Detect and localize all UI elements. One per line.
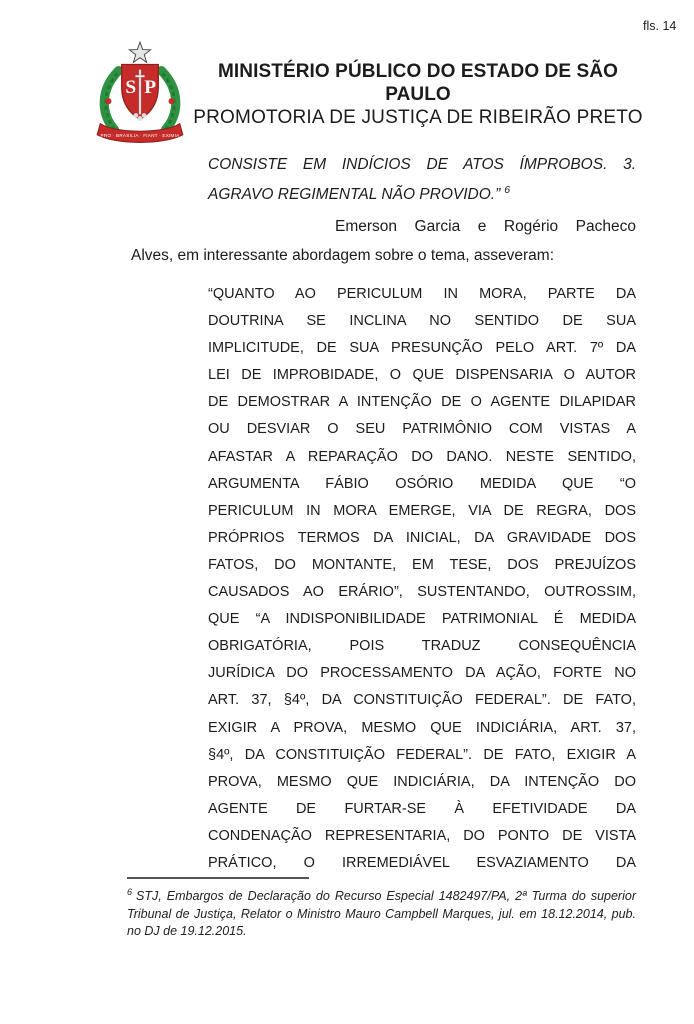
coat-of-arms-icon: [92, 40, 188, 146]
footnote-reference: 6: [504, 183, 511, 196]
footnote-line-3: no DJ de 19.12.2015.: [127, 924, 247, 938]
quote-line: ARGUMENTA FÁBIO OSÓRIO MEDIDA QUE “O: [208, 475, 636, 492]
quote-line: FATOS, DO MONTANTE, EM TESE, DOS PREJUÍZOS: [208, 556, 636, 573]
quote-line: OU DESVIAR O SEU PATRIMÔNIO COM VISTAS A: [208, 421, 636, 438]
footnote-line-2: Tribunal de Justiça, Relator o Ministro Mauro Campbell Marques, jul. em 18.12.2014, pub.: [127, 906, 636, 921]
quote-line: PROVA, MESMO QUE INDICIÁRIA, DA INTENÇÃO DO: [208, 773, 636, 790]
wheat: [138, 116, 143, 121]
quote-line: CAUSADOS AO ERÁRIO”, SUSTENTANDO, OUTROSSIM,: [208, 584, 636, 601]
footnote-separator: [127, 877, 309, 879]
shield-letter-p: P: [144, 77, 157, 98]
wreath-berry: [169, 98, 175, 104]
org-unit: PROMOTORIA DE JUSTIÇA DE RIBEIRÃO PRETO: [193, 107, 643, 128]
quote-line: CONDENAÇÃO REPRESENTARIA, DO PONTO DE VISTA: [208, 827, 636, 844]
quote-line: QUE “A INDISPONIBILIDADE PATRIMONIAL É MEDIDA: [208, 611, 636, 628]
wheat: [142, 113, 147, 118]
quote-line: PERICULUM IN MORA EMERGE, VIA DE REGRA, DOS: [208, 502, 636, 519]
quote-line: AGENTE DE FURTAR-SE À EFETIVIDADE DA: [208, 800, 636, 817]
body-paragraph: [131, 213, 636, 270]
quote-line: EXIGIR A PROVA, MESMO QUE INDICIÁRIA, ART. 37,: [208, 719, 636, 736]
wheat: [134, 113, 139, 118]
quote-line: DOUTRINA SE INCLINA NO SENTIDO DE SUA: [208, 313, 636, 330]
paragraph-first-line: Emerson Garcia e Rogério Pacheco: [335, 218, 636, 235]
citation-line-2-text: AGRAVO REGIMENTAL NÃO PROVIDO.”: [208, 186, 501, 203]
citation-quote: [208, 150, 636, 210]
quote-line: §4º, DA CONSTITUIÇÃO FEDERAL”. DE FATO, EXIGIR A: [208, 746, 636, 763]
shield-letter-s: S: [125, 77, 137, 98]
folio-label: fls. 14: [643, 19, 677, 33]
footnote-line-1-text: STJ, Embargos de Declaração do Recurso Especial 1482497/PA, 2ª Turma do superior: [136, 889, 636, 903]
paragraph-second-line: Alves, em interessante abordagem sobre o tema, asseveram:: [131, 246, 555, 264]
sword-guard: [135, 75, 144, 77]
quote-line: PRÁTICO, O IRREMEDIÁVEL ESVAZIAMENTO DA: [208, 854, 636, 871]
quote-line: DE DEMOSTRAR A INTENÇÃO DE O AGENTE DILAPIDAR: [208, 394, 636, 411]
quote-line: AFASTAR A REPARAÇÃO DO DANO. NESTE SENTIDO,: [208, 448, 636, 465]
quote-line: ART. 37, §4º, DA CONSTITUIÇÃO FEDERAL”. DE FATO,: [208, 692, 636, 709]
quote-line: IMPLICITUDE, DE SUA PRESUNÇÃO PELO ART. 7º DA: [208, 340, 636, 357]
citation-line-2: [208, 180, 636, 210]
quote-line: PRÓPRIOS TERMOS DA INICIAL, DA GRAVIDADE DOS: [208, 529, 636, 546]
motto-text: PRO · BRASILIA · FIANT · EXIMIA: [100, 132, 180, 138]
footnote-marker: 6: [127, 886, 133, 897]
footnote-line-1: [127, 888, 636, 906]
org-name: MINISTÉRIO PÚBLICO DO ESTADO DE SÃO PAULO: [217, 61, 619, 105]
quote-line: OBRIGATÓRIA, POIS TRADUZ CONSEQUÊNCIA: [208, 638, 636, 655]
letterhead: [192, 60, 644, 129]
footnote: [127, 888, 636, 941]
wreath-berry: [105, 98, 111, 104]
quote-line: LEI DE IMPROBIDADE, O QUE DISPENSARIA O AUTOR: [208, 367, 636, 384]
block-quote: [208, 281, 636, 877]
quote-line: JURÍDICA DO PROCESSAMENTO DA AÇÃO, FORTE NO: [208, 665, 636, 682]
citation-line-1: CONSISTE EM INDÍCIOS DE ATOS ÍMPROBOS. 3.: [208, 156, 636, 173]
star-icon: [129, 42, 150, 62]
quote-line: “QUANTO AO PERICULUM IN MORA, PARTE DA: [208, 286, 636, 302]
